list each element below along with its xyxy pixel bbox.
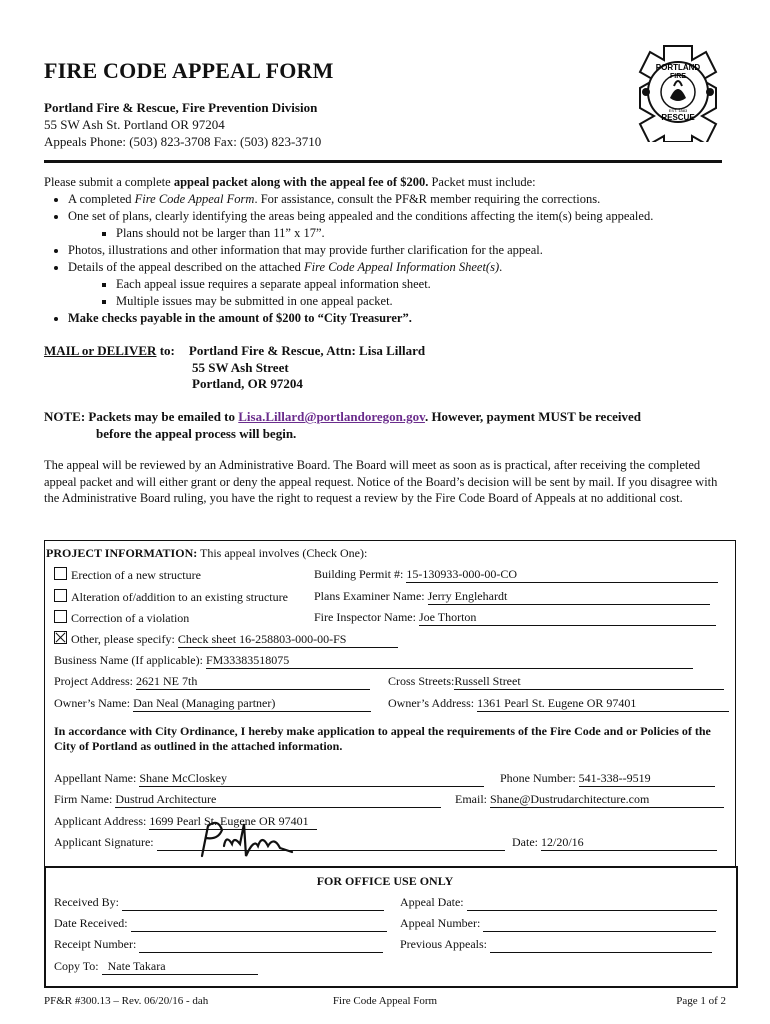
- header-rule: [44, 160, 722, 163]
- previous-appeals-row: Previous Appeals:: [400, 937, 712, 953]
- previous-appeals-field[interactable]: [490, 937, 712, 953]
- logo-text-bottom: RESCUE: [661, 113, 695, 122]
- footer-form-number: PF&R #300.13 – Rev. 06/20/16 - dah: [44, 995, 209, 1007]
- project-info-heading: PROJECT INFORMATION: This appeal involves (Check One):: [46, 546, 368, 560]
- list-subitem: ▪ Each appeal issue requires a separate appeal information sheet.: [116, 276, 734, 293]
- email-link[interactable]: Lisa.Lillard@portlandoregon.gov: [238, 409, 425, 424]
- phone-number-row: Phone Number: 541-338--9519: [500, 771, 715, 787]
- date-received-row: Date Received:: [54, 916, 387, 932]
- copy-to-row: Copy To: Nate Takara: [54, 959, 258, 975]
- phone-number-field[interactable]: 541-338--9519: [579, 771, 715, 787]
- owner-address-row: Owner’s Address: 1361 Pearl St. Eugene OR 97401: [388, 696, 729, 712]
- option-alteration[interactable]: Alteration of/addition to an existing structure: [54, 589, 288, 605]
- lead-text: Please submit a complete: [44, 175, 174, 189]
- appellant-name-row: Appellant Name: Shane McCloskey: [54, 771, 484, 787]
- firm-name-field[interactable]: Dustrud Architecture: [115, 792, 441, 808]
- owner-address-field[interactable]: 1361 Pearl St. Eugene OR 97401: [477, 696, 729, 712]
- footer-form-title: Fire Code Appeal Form: [332, 995, 438, 1007]
- logo-text-year: EST. 1883: [668, 108, 688, 113]
- fire-inspector-row: Fire Inspector Name: Joe Thorton: [314, 610, 716, 626]
- footer-page-number: Page 1 of 2: [676, 995, 726, 1007]
- copy-to-field[interactable]: Nate Takara: [102, 959, 258, 975]
- list-item: • Make checks payable in the amount of $200 to “City Treasurer”.: [68, 310, 734, 327]
- building-permit-field[interactable]: 15-130933-000-00-CO: [406, 567, 718, 583]
- cross-streets-row: Cross Streets:Russell Street: [388, 674, 724, 690]
- plans-examiner-field[interactable]: Jerry Englehardt: [428, 589, 710, 605]
- cross-streets-field[interactable]: Russell Street: [454, 674, 724, 690]
- date-received-field[interactable]: [131, 916, 387, 932]
- review-paragraph: The appeal will be reviewed by an Administrative Board. The Board will meet as soon as is practical, after receiving the completed appeal packet and will either grant or deny the appeal request. Notice of the Board’s decision will be sent by mail. If you disagree with the Administrative Board ruling, you have the right to request a review by the Fire Code Board of Appeals at no additional cost.: [44, 458, 718, 505]
- date-row: Date: 12/20/16: [512, 835, 717, 851]
- form-title: FIRE CODE APPEAL FORM: [44, 58, 334, 83]
- building-permit-row: Building Permit #: 15-130933-000-00-CO: [314, 567, 718, 583]
- checkbox-checked[interactable]: [54, 631, 67, 644]
- fire-inspector-field[interactable]: Joe Thorton: [419, 610, 716, 626]
- receipt-number-field[interactable]: [139, 937, 383, 953]
- received-by-row: Received By:: [54, 895, 384, 911]
- checkbox[interactable]: [54, 567, 67, 580]
- logo-text-top: PORTLAND: [655, 63, 701, 72]
- email-note: NOTE: Packets may be emailed to Lisa.Lillard@portlandoregon.gov. However, payment MUST be received before the appeal process will begin.: [44, 409, 641, 441]
- logo-text-mid: FIRE: [670, 73, 686, 80]
- requirements-list: [44, 191, 734, 327]
- option-violation[interactable]: Correction of a violation: [54, 610, 189, 626]
- list-item: • Details of the appeal described on the attached Fire Code Appeal Information Sheet(s). ▪ Each appeal issue requires a separate appeal information sheet. ▪ Multiple issues may be submitted in one appeal packet.: [68, 259, 734, 310]
- email-field[interactable]: Shane@Dustrudarchitecture.com: [490, 792, 724, 808]
- owner-name-field[interactable]: Dan Neal (Managing partner): [133, 696, 371, 712]
- firm-name-row: Firm Name: Dustrud Architecture: [54, 792, 441, 808]
- list-item: • A completed Fire Code Appeal Form. For assistance, consult the PF&R member requiring the corrections.: [68, 191, 734, 208]
- mail-label: MAIL or DELIVER: [44, 343, 157, 358]
- option-other[interactable]: Other, please specify: Check sheet 16-258803-000-00-FS: [54, 631, 398, 648]
- handwritten-signature: [196, 812, 296, 862]
- checkbox[interactable]: [54, 589, 67, 602]
- plans-examiner-row: Plans Examiner Name: Jerry Englehardt: [314, 589, 710, 605]
- receipt-number-row: Receipt Number:: [54, 937, 383, 953]
- instructions-lead: [44, 174, 734, 191]
- mail-line3: Portland, OR 97204: [192, 376, 303, 391]
- applicant-signature-row: Applicant Signature:: [54, 835, 505, 851]
- ordinance-statement: In accordance with City Ordinance, I hereby make application to appeal the requirements of the Fire Code and or Policies of the City of Portland as outlined in the attached information.: [54, 724, 711, 753]
- email-row: Email: Shane@Dustrudarchitecture.com: [455, 792, 724, 808]
- organization-phones: Appeals Phone: (503) 823-3708 Fax: (503) 823-3710: [44, 134, 322, 149]
- mail-line2: 55 SW Ash Street: [192, 359, 289, 375]
- checkbox[interactable]: [54, 610, 67, 623]
- business-name-field[interactable]: FM33383518075: [206, 653, 693, 669]
- applicant-address-field[interactable]: 1699 Pearl St. Eugene OR 97401: [149, 814, 317, 830]
- mail-deliver-block: MAIL or DELIVER to: Portland Fire & Rescue, Attn: Lisa Lillard 55 SW Ash Street Portland, OR 97204: [44, 343, 426, 391]
- appeal-number-row: Appeal Number:: [400, 916, 716, 932]
- mail-line1: Portland Fire & Rescue, Attn: Lisa Lillard: [188, 343, 426, 358]
- list-subitem: ▪ Multiple issues may be submitted in one appeal packet.: [116, 293, 734, 310]
- lead-bold: appeal packet along with the appeal fee of $200.: [173, 175, 429, 189]
- appeal-number-field[interactable]: [483, 916, 716, 932]
- office-use-heading: FOR OFFICE USE ONLY: [316, 874, 454, 888]
- business-name-row: Business Name (If applicable): FM33383518075: [54, 653, 693, 669]
- appeal-date-row: Appeal Date:: [400, 895, 717, 911]
- list-item: • Photos, illustrations and other information that may provide further clarification for the appeal.: [68, 242, 734, 259]
- applicant-address-row: Applicant Address: 1699 Pearl St. Eugene OR 97401: [54, 814, 317, 830]
- portland-fire-rescue-logo-icon: [630, 42, 726, 142]
- project-address-row: Project Address: 2621 NE 7th: [54, 674, 370, 690]
- instructions: [44, 174, 734, 327]
- option-new-structure[interactable]: Erection of a new structure: [54, 567, 201, 583]
- appeal-date-field[interactable]: [467, 895, 717, 911]
- owner-name-row: Owner’s Name: Dan Neal (Managing partner): [54, 696, 371, 712]
- received-by-field[interactable]: [122, 895, 384, 911]
- list-subitem: ▪ Plans should not be larger than 11” x 17”.: [116, 225, 734, 242]
- lead-end: Packet must include:: [428, 175, 536, 189]
- project-address-field[interactable]: 2621 NE 7th: [136, 674, 370, 690]
- organization-address: 55 SW Ash St. Portland OR 97204: [44, 117, 225, 132]
- organization-name: Portland Fire & Rescue, Fire Prevention Division: [44, 100, 318, 115]
- date-field[interactable]: 12/20/16: [541, 835, 717, 851]
- appellant-name-field[interactable]: Shane McCloskey: [139, 771, 484, 787]
- list-item: • One set of plans, clearly identifying the areas being appealed and the conditions affecting the item(s) being appealed. ▪ Plans should not be larger than 11” x 17”.: [68, 208, 734, 242]
- other-specify-field[interactable]: Check sheet 16-258803-000-00-FS: [178, 632, 398, 648]
